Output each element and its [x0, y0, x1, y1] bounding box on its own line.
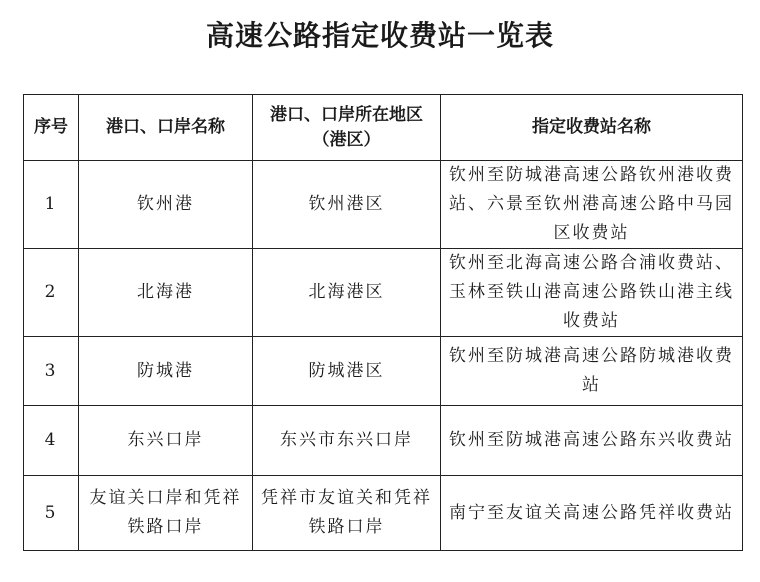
table-row [24, 249, 743, 337]
table-row [24, 161, 743, 249]
cell-no: 1 [24, 161, 79, 249]
cell-port-name: 钦州港 [79, 161, 253, 249]
cell-port-name: 防城港 [79, 337, 253, 406]
cell-port-area: 凭祥市友谊关和凭祥铁路口岸 [253, 476, 441, 551]
header-cell-no: 序号 [24, 95, 79, 161]
cell-toll-station: 南宁至友谊关高速公路凭祥收费站 [441, 476, 743, 551]
cell-no: 3 [24, 337, 79, 406]
table-row [24, 406, 743, 476]
table-row [24, 337, 743, 406]
cell-toll-station: 钦州至防城港高速公路钦州港收费站、六景至钦州港高速公路中马园区收费站 [441, 161, 743, 249]
cell-port-name: 东兴口岸 [79, 406, 253, 476]
cell-no: 4 [24, 406, 79, 476]
table-row [24, 476, 743, 551]
cell-no: 2 [24, 249, 79, 337]
cell-port-area: 北海港区 [253, 249, 441, 337]
header-cell-port-area: 港口、口岸所在地区（港区） [253, 95, 441, 161]
cell-port-name: 北海港 [79, 249, 253, 337]
cell-toll-station: 钦州至北海高速公路合浦收费站、玉林至铁山港高速公路铁山港主线收费站 [441, 249, 743, 337]
header-cell-port-name: 港口、口岸名称 [79, 95, 253, 161]
toll-station-table [23, 94, 743, 551]
document-title: 高速公路指定收费站一览表 [205, 19, 554, 52]
cell-port-area: 钦州港区 [253, 161, 441, 249]
cell-toll-station: 钦州至防城港高速公路东兴收费站 [441, 406, 743, 476]
cell-no: 5 [24, 476, 79, 551]
cell-port-area: 东兴市东兴口岸 [253, 406, 441, 476]
cell-port-area: 防城港区 [253, 337, 441, 406]
header-cell-toll-station: 指定收费站名称 [441, 95, 743, 161]
cell-toll-station: 钦州至防城港高速公路防城港收费站 [441, 337, 743, 406]
cell-port-name: 友谊关口岸和凭祥铁路口岸 [79, 476, 253, 551]
table-header-row [24, 95, 743, 161]
